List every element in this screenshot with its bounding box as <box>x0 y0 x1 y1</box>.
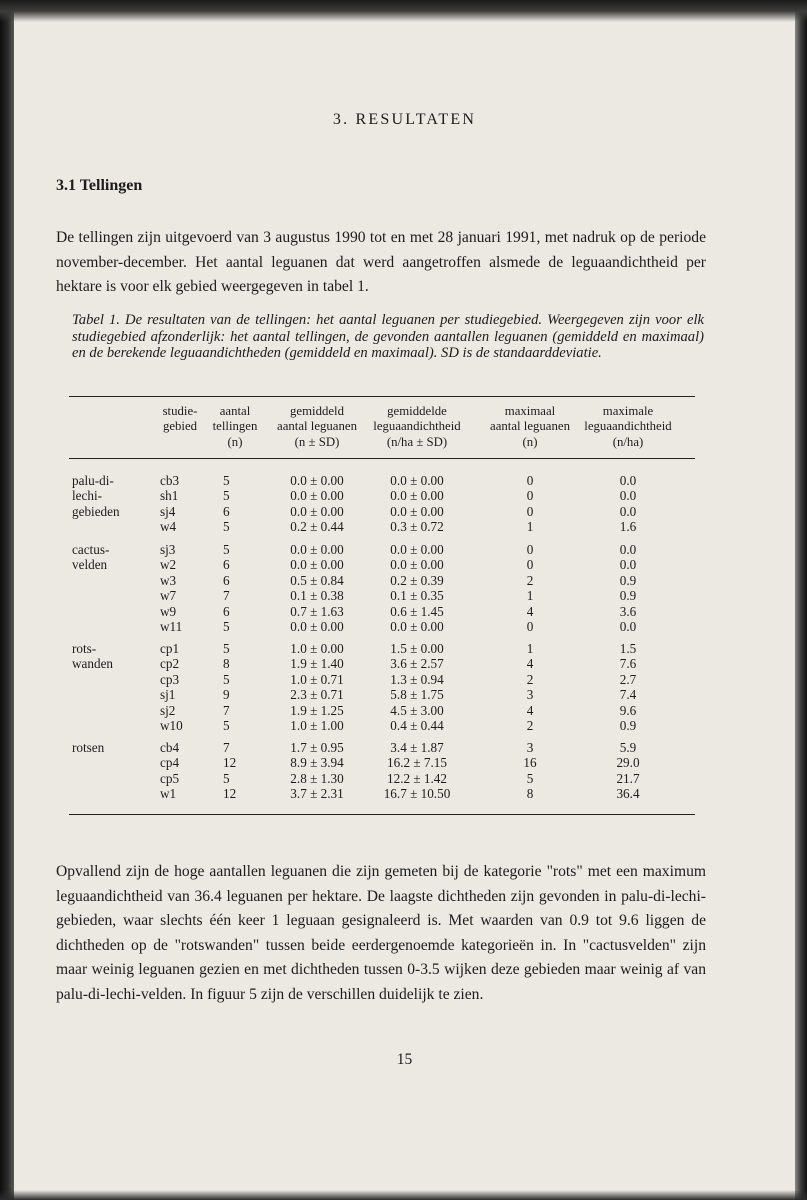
table-header-line: aantal leguanen <box>490 419 570 434</box>
table-header-code <box>150 404 210 435</box>
table-cell-mean: 0.0 ± 0.00 <box>290 473 344 488</box>
table-cell-mean: 3.7 ± 2.31 <box>290 786 344 802</box>
table-header-line: gemiddelde <box>387 404 447 418</box>
table-cell-maxdens: 1.5 <box>619 641 637 656</box>
table-cell-count: 5 <box>223 641 230 656</box>
table-header-line: tellingen <box>212 419 258 434</box>
table-header-rule <box>69 458 695 459</box>
table-cell-density: 1.3 ± 0.94 <box>390 671 444 687</box>
table-header-maxdens <box>568 404 688 450</box>
table-cell-density: 12.2 ± 1.42 <box>387 770 447 786</box>
table-cell-density: 0.0 ± 0.00 <box>390 488 444 504</box>
table-header-line: (n) <box>227 434 243 449</box>
table-cell-code: cp4 <box>160 755 180 771</box>
table-cell-max: 2 <box>526 671 534 687</box>
table-cell-code: cp2 <box>160 656 180 672</box>
table-cell-count: 6 <box>223 557 230 573</box>
table-cell-mean: 0.0 ± 0.00 <box>290 619 344 634</box>
table-cell-maxdens: 0.0 <box>619 473 637 488</box>
table-cell-maxdens: 0.0 <box>619 619 637 634</box>
table-cell-max: 0 <box>526 619 534 634</box>
table-header-line: aantal leguanen <box>277 419 357 434</box>
table-header-line: gebied <box>162 419 198 434</box>
table-cell-density: 0.0 ± 0.00 <box>390 619 444 634</box>
table-cell-mean: 1.7 ± 0.95 <box>290 740 344 755</box>
table-cell-count: 12 <box>223 786 237 802</box>
table-cell-maxdens: 7.6 <box>619 656 637 672</box>
table-cell-code: cp1 <box>160 641 180 656</box>
closing-paragraph: Opvallend zijn de hoge aantallen leguanen die zijn gemeten bij de kategorie "rots" met een maximum leguaandichtheid van 36.4 leguanen per hektare. De laagste dichtheden zijn gevonden in palu-di-lechi-gebieden, waar slechts één keer 1 leguaan gesignaleerd is. Met waarden van 0.9 tot 9.6 liggen de dichtheden op de "rotswanden" tussen beide eerdergenoemde kategorieën in. In "cactusvelden" zijn maar weinig leguanen gezien en met dichtheden tussen 0-3.5 wijken deze gebieden maar weinig af van palu-di-lechi-velden. In figuur 5 zijn de verschillen duidelijk te zien. <box>56 863 706 1003</box>
table-bottom-rule <box>69 814 695 815</box>
table-cell-density: 0.1 ± 0.35 <box>390 588 444 604</box>
table-cell-mean: 0.0 ± 0.00 <box>290 503 344 519</box>
table-cell-code: w4 <box>160 519 177 535</box>
table-header-line: gemiddeld <box>289 404 345 418</box>
page-edge-shadow <box>795 0 807 1200</box>
table-cell-density: 16.2 ± 7.15 <box>387 755 447 771</box>
table-header-line: (n/ha ± SD) <box>386 434 448 449</box>
table-cell-mean: 1.9 ± 1.40 <box>290 656 344 672</box>
table-cell-density: 5.8 ± 1.75 <box>390 687 444 703</box>
table-cell-mean: 0.0 ± 0.00 <box>290 557 344 573</box>
table-cell-code: sh1 <box>160 488 179 504</box>
table-cell-code: cb3 <box>160 473 180 488</box>
table-header-line: maximaal <box>504 404 556 418</box>
table-cell-code: sj1 <box>160 687 176 703</box>
table-cell-count: 5 <box>223 473 230 488</box>
table-cell-code: cp5 <box>160 770 180 786</box>
table-cell-count: 5 <box>223 671 230 687</box>
table-header-line: maximale <box>602 404 654 418</box>
document-page <box>14 22 795 1190</box>
table-cell-count: 8 <box>223 656 230 672</box>
table-cell-density: 0.0 ± 0.00 <box>390 503 444 519</box>
table-cell-count: 7 <box>223 588 230 604</box>
table-cell-maxdens: 0.9 <box>619 588 637 604</box>
table-cell-max: 0 <box>526 473 534 488</box>
table-group-label: rotsen <box>72 740 105 755</box>
table-cell-count: 6 <box>223 603 230 619</box>
table-caption: Tabel 1. De resultaten van de tellingen: het aantal leguanen per studiegebied. Weergegeven zijn voor elk studiegebied afzonderlijk: het aantal tellingen, de gevonden aantallen leguanen (gemiddeld en maximaal) en de berekende leguaandichtheden (gemiddeld en maximaal). SD is de standaarddeviatie. <box>72 312 704 361</box>
table-cell-max: 3 <box>526 687 534 703</box>
table-cell-maxdens: 29.0 <box>616 755 640 771</box>
table-cell-maxdens: 0.9 <box>619 718 637 733</box>
table-cell-max: 0 <box>526 503 534 519</box>
table-cell-maxdens: 5.9 <box>619 740 637 755</box>
table-cell-mean: 0.7 ± 1.63 <box>290 603 344 619</box>
table-cell-code: sj3 <box>160 542 176 557</box>
table-cell-maxdens: 21.7 <box>616 770 640 786</box>
bottom-edge-shadow <box>0 1190 807 1200</box>
table-cell-maxdens: 0.0 <box>619 542 637 557</box>
table-cell-maxdens: 1.6 <box>619 519 637 535</box>
table-cell-max: 3 <box>526 740 534 755</box>
table-cell-max: 4 <box>526 603 534 619</box>
table-cell-max: 1 <box>526 519 534 535</box>
table-group-label: cactus- velden <box>72 542 110 573</box>
table-cell-code: w9 <box>160 603 177 619</box>
table-cell-mean: 1.0 ± 0.00 <box>290 641 344 656</box>
table-cell-density: 3.4 ± 1.87 <box>390 740 444 755</box>
chapter-title: 3. RESULTATEN <box>332 111 477 128</box>
table-cell-density: 0.0 ± 0.00 <box>390 557 444 573</box>
table-cell-mean: 0.1 ± 0.38 <box>290 588 344 604</box>
table-cell-count: 7 <box>223 740 230 755</box>
table-cell-mean: 2.3 ± 0.71 <box>290 687 344 703</box>
table-cell-code: cp3 <box>160 671 180 687</box>
table-header-line: (n/ha) <box>612 434 644 449</box>
table-cell-count: 5 <box>223 718 230 733</box>
table-cell-mean: 0.2 ± 0.44 <box>290 519 344 535</box>
table-header-line: leguaandichtheid <box>584 419 672 434</box>
section-title: 3.1 Tellingen <box>56 177 143 194</box>
table-cell-density: 0.0 ± 0.00 <box>390 473 444 488</box>
table-cell-density: 0.3 ± 0.72 <box>390 519 444 535</box>
table-cell-density: 0.2 ± 0.39 <box>390 572 444 588</box>
table-cell-density: 16.7 ± 10.50 <box>383 786 451 802</box>
table-cell-mean: 1.9 ± 1.25 <box>290 702 344 718</box>
table-cell-count: 6 <box>223 572 230 588</box>
table-cell-max: 0 <box>526 488 534 504</box>
table-cell-max: 2 <box>526 572 534 588</box>
table-cell-count: 5 <box>223 519 230 535</box>
table-cell-mean: 1.0 ± 1.00 <box>290 718 344 733</box>
table-cell-max: 0 <box>526 557 534 573</box>
table-cell-mean: 1.0 ± 0.71 <box>290 671 344 687</box>
page-number: 15 <box>396 1051 413 1068</box>
table-cell-max: 1 <box>526 588 534 604</box>
table-cell-code: cb4 <box>160 740 180 755</box>
table-cell-code: w7 <box>160 588 177 604</box>
table-cell-density: 4.5 ± 3.00 <box>390 702 444 718</box>
table-cell-mean: 8.9 ± 3.94 <box>290 755 344 771</box>
table-cell-mean: 0.5 ± 0.84 <box>290 572 344 588</box>
table-cell-density: 0.0 ± 0.00 <box>390 542 444 557</box>
table-top-rule <box>69 396 695 397</box>
table-cell-maxdens: 2.7 <box>619 671 637 687</box>
table-cell-max: 0 <box>526 542 534 557</box>
table-cell-code: w11 <box>160 619 183 634</box>
table-cell-maxdens: 0.0 <box>619 488 637 504</box>
table-header-line: (n) <box>522 434 538 449</box>
table-cell-maxdens: 0.0 <box>619 557 637 573</box>
table-cell-max: 2 <box>526 718 534 733</box>
table-cell-count: 6 <box>223 503 230 519</box>
table-cell-max: 8 <box>526 786 534 802</box>
table-cell-max: 1 <box>526 641 534 656</box>
table-cell-code: sj2 <box>160 702 176 718</box>
table-cell-count: 5 <box>223 619 230 634</box>
table-cell-maxdens: 36.4 <box>616 786 640 802</box>
table-header-line: (n ± SD) <box>294 434 340 449</box>
table-cell-count: 5 <box>223 542 230 557</box>
table-cell-count: 5 <box>223 488 230 504</box>
table-cell-mean: 2.8 ± 1.30 <box>290 770 344 786</box>
table-cell-maxdens: 0.9 <box>619 572 637 588</box>
table-header-line: leguaandichtheid <box>373 419 461 434</box>
table-cell-count: 9 <box>223 687 230 703</box>
top-edge-shadow <box>0 0 807 22</box>
table-cell-maxdens: 7.4 <box>619 687 637 703</box>
table-header-mean <box>262 404 372 450</box>
table-cell-max: 4 <box>526 656 534 672</box>
table-cell-count: 5 <box>223 770 230 786</box>
table-cell-code: sj4 <box>160 503 176 519</box>
table-cell-mean: 0.0 ± 0.00 <box>290 542 344 557</box>
table-cell-max: 4 <box>526 702 534 718</box>
table-cell-maxdens: 9.6 <box>619 702 637 718</box>
table-cell-density: 3.6 ± 2.57 <box>390 656 444 672</box>
table-cell-code: w1 <box>160 786 177 802</box>
table-group-label: rots- wanden <box>72 641 114 672</box>
table-cell-density: 0.6 ± 1.45 <box>390 603 444 619</box>
table-cell-code: w2 <box>160 557 177 573</box>
book-spine-shadow <box>0 0 14 1200</box>
table-cell-code: w3 <box>160 572 177 588</box>
table-header-count <box>205 404 265 450</box>
table-cell-count: 7 <box>223 702 230 718</box>
table-header-line: studie- <box>162 404 198 418</box>
table-cell-count: 12 <box>223 755 237 771</box>
table-cell-code: w10 <box>160 718 183 733</box>
table-header-density <box>357 404 477 450</box>
table-cell-density: 0.4 ± 0.44 <box>390 718 444 733</box>
table-header-line: aantal <box>219 404 251 418</box>
table-cell-maxdens: 0.0 <box>619 503 637 519</box>
table-cell-maxdens: 3.6 <box>619 603 637 619</box>
table-cell-max: 5 <box>526 770 534 786</box>
intro-paragraph: De tellingen zijn uitgevoerd van 3 augustus 1990 tot en met 28 januari 1991, met nadruk op de periode november-december. Het aantal leguanen dat werd aangetroffen alsmede de leguaandichtheid per hektare is voor elk gebied weergegeven in tabel 1. <box>56 229 706 295</box>
table-group-label: palu-di- lechi- gebieden <box>72 473 120 519</box>
table-cell-mean: 0.0 ± 0.00 <box>290 488 344 504</box>
table-cell-density: 1.5 ± 0.00 <box>390 641 444 656</box>
table-cell-max: 16 <box>523 755 537 771</box>
